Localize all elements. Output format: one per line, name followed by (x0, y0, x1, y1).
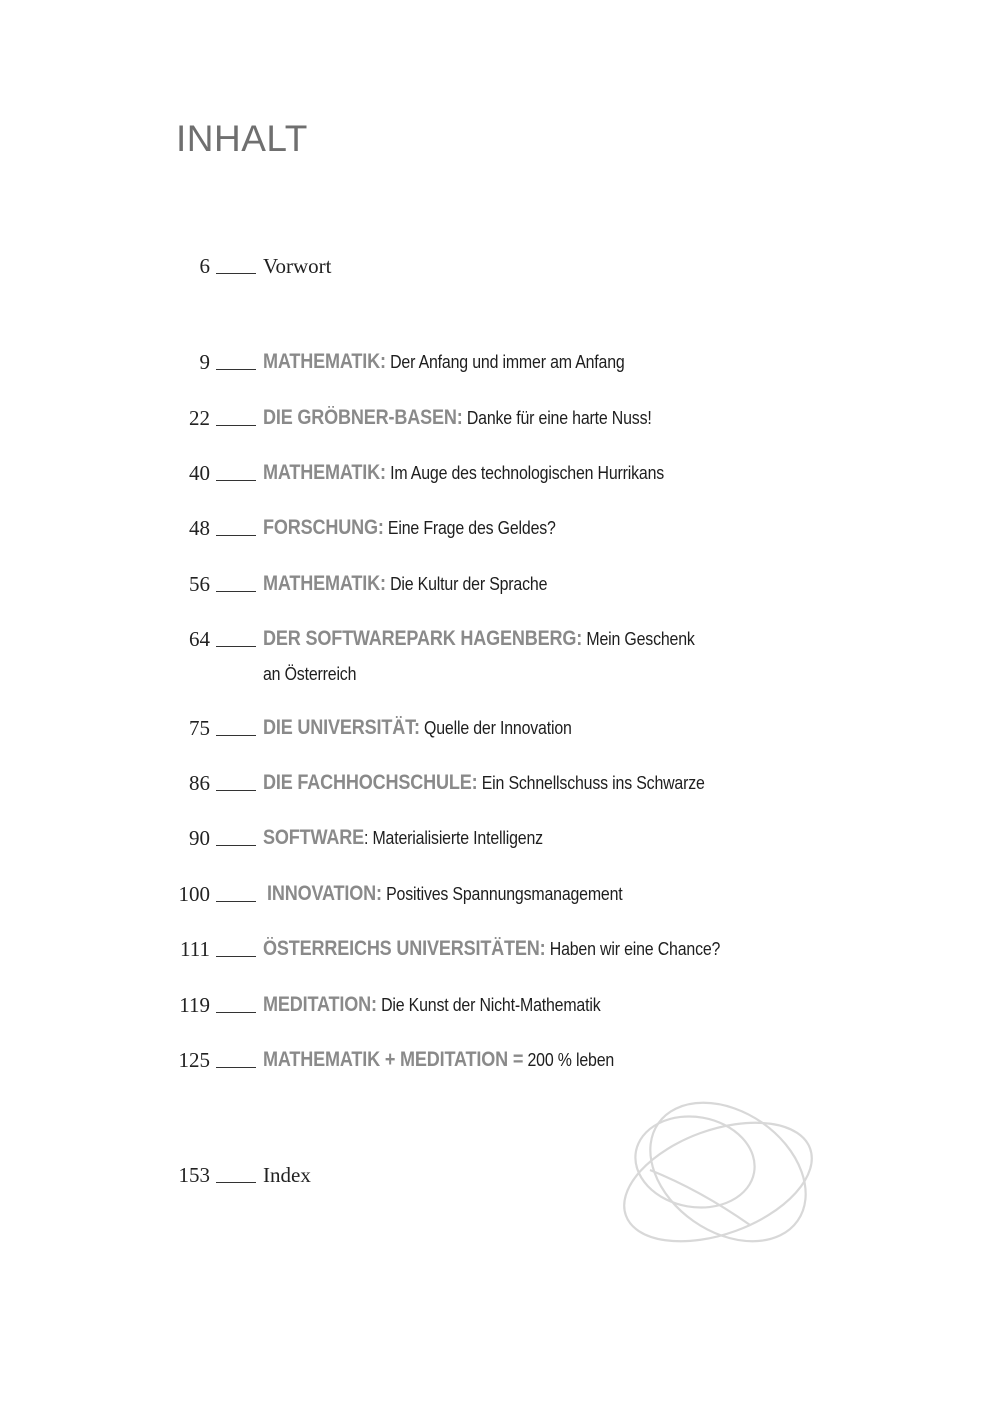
page-title: INHALT (176, 118, 308, 159)
leader-line (216, 1012, 256, 1013)
chapter-description: Ein Schnellschuss ins Schwarze (477, 772, 705, 793)
chapter-description-continued: an Österreich (263, 663, 357, 684)
chapter-heading: MATHEMATIK: (263, 572, 386, 595)
leader-line (216, 591, 256, 592)
page-number: 111 (180, 937, 210, 961)
page-number: 153 (178, 1163, 210, 1187)
leader-line (216, 646, 256, 647)
orbit-logo-icon (610, 1100, 820, 1260)
chapter-heading: MATHEMATIK: (263, 350, 386, 373)
page-number: 119 (179, 993, 210, 1017)
entry-label: Vorwort (263, 254, 332, 278)
chapter-description: : Materialisierte Intelligenz (363, 827, 543, 848)
leader-line (216, 1067, 256, 1068)
chapter-heading: MEDITATION: (263, 993, 377, 1016)
leader-line (216, 425, 256, 426)
chapter-heading: DIE FACHHOCHSCHULE: (263, 771, 478, 794)
chapter-description: Der Anfang und immer am Anfang (385, 351, 625, 372)
leader-line (216, 845, 256, 846)
leader-line (216, 480, 256, 481)
page-number: 40 (189, 461, 210, 485)
chapter-heading: FORSCHUNG: (263, 516, 384, 539)
chapter-description: Eine Frage des Geldes? (383, 517, 556, 538)
page-number: 90 (189, 826, 210, 850)
entry-label: Index (263, 1163, 311, 1187)
page-number: 6 (199, 254, 210, 278)
chapter-heading: ÖSTERREICHS UNIVERSITÄTEN: (263, 937, 546, 960)
leader-line (216, 1182, 256, 1183)
chapter-heading: MATHEMATIK: (263, 461, 386, 484)
chapter-description: Danke für eine harte Nuss! (462, 407, 652, 428)
chapter-description: Im Auge des technologischen Hurrikans (385, 462, 665, 483)
page-number: 9 (199, 350, 210, 374)
page-number: 56 (189, 572, 210, 596)
page-number: 75 (189, 716, 210, 740)
leader-line (216, 901, 256, 902)
chapter-description: Die Kunst der Nicht-Mathematik (376, 994, 601, 1015)
chapter-description: Haben wir eine Chance? (545, 938, 721, 959)
page-number: 86 (189, 771, 210, 795)
leader-line (216, 273, 256, 274)
chapter-heading: INNOVATION: (267, 882, 382, 905)
chapter-heading: DER SOFTWAREPARK HAGENBERG: (263, 627, 583, 650)
chapter-description: Die Kultur der Sprache (385, 573, 548, 594)
page-number: 100 (178, 882, 210, 906)
leader-line (216, 956, 256, 957)
page-number: 125 (178, 1048, 210, 1072)
leader-line (216, 535, 256, 536)
page-number: 22 (189, 406, 210, 430)
chapter-description: Positives Spannungsmanagement (381, 883, 623, 904)
chapter-description: Quelle der Innovation (419, 717, 572, 738)
leader-line (216, 369, 256, 370)
page-number: 64 (189, 627, 210, 651)
chapter-description: Mein Geschenk (582, 628, 695, 649)
page-number: 48 (189, 516, 210, 540)
chapter-heading: DIE UNIVERSITÄT: (263, 716, 420, 739)
leader-line (216, 735, 256, 736)
chapter-heading: SOFTWARE (263, 826, 364, 849)
chapter-description: 200 % leben (523, 1049, 615, 1070)
chapter-heading: DIE GRÖBNER-BASEN: (263, 406, 463, 429)
leader-line (216, 790, 256, 791)
chapter-heading: MATHEMATIK + MEDITATION = (263, 1048, 524, 1071)
